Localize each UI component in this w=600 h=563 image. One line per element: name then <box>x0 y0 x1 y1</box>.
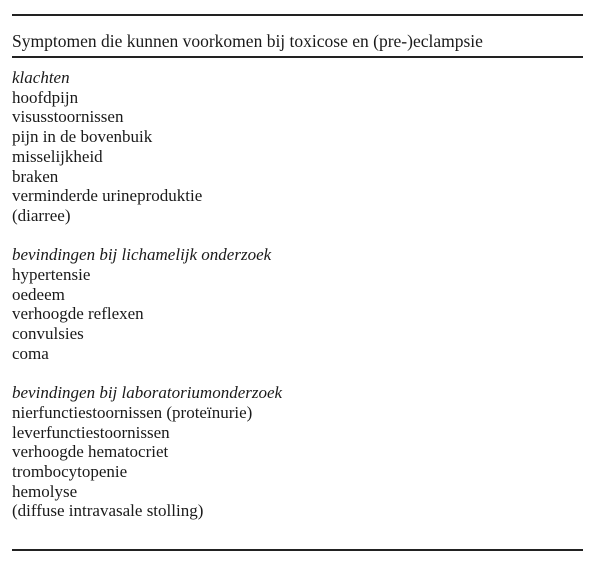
section-heading: klachten <box>12 68 70 87</box>
symptom-item: nierfunctiestoornissen (proteïnurie) <box>12 402 253 422</box>
symptom-item: verhoogde reflexen <box>12 304 144 324</box>
symptom-item: hypertensie <box>12 265 91 285</box>
top-rule <box>12 14 583 16</box>
section <box>12 245 282 363</box>
symptom-item: leverfunctiestoornissen <box>12 422 170 442</box>
symptom-item: hemolyse <box>12 481 78 501</box>
section-heading: bevindingen bij laboratoriumonderzoek <box>12 383 283 403</box>
symptom-item: verminderde urineproduktie <box>12 186 203 206</box>
header-rule <box>12 56 583 58</box>
bottom-rule <box>12 549 583 551</box>
symptom-item: oedeem <box>12 284 65 304</box>
table-title: Symptomen die kunnen voorkomen bij toxicose en (pre-)eclampsie <box>12 31 483 51</box>
symptom-item: convulsies <box>12 324 84 344</box>
symptom-item: misselijkheid <box>12 146 103 166</box>
symptom-item: hoofdpijn <box>12 87 79 107</box>
section-heading: bevindingen bij lichamelijk onderzoek <box>12 245 272 265</box>
symptom-item: braken <box>12 166 59 186</box>
symptom-item: coma <box>12 343 49 363</box>
symptom-item: visusstoornissen <box>12 107 124 127</box>
symptom-list <box>12 68 282 541</box>
symptom-item: pijn in de bovenbuik <box>12 127 153 147</box>
symptom-item: verhoogde hematocriet <box>12 442 169 462</box>
symptom-item: (diarree) <box>12 205 71 225</box>
symptom-item: trombocytopenie <box>12 462 128 482</box>
section <box>12 383 282 521</box>
symptom-item: (diffuse intravasale stolling) <box>12 501 204 521</box>
section <box>12 68 282 226</box>
